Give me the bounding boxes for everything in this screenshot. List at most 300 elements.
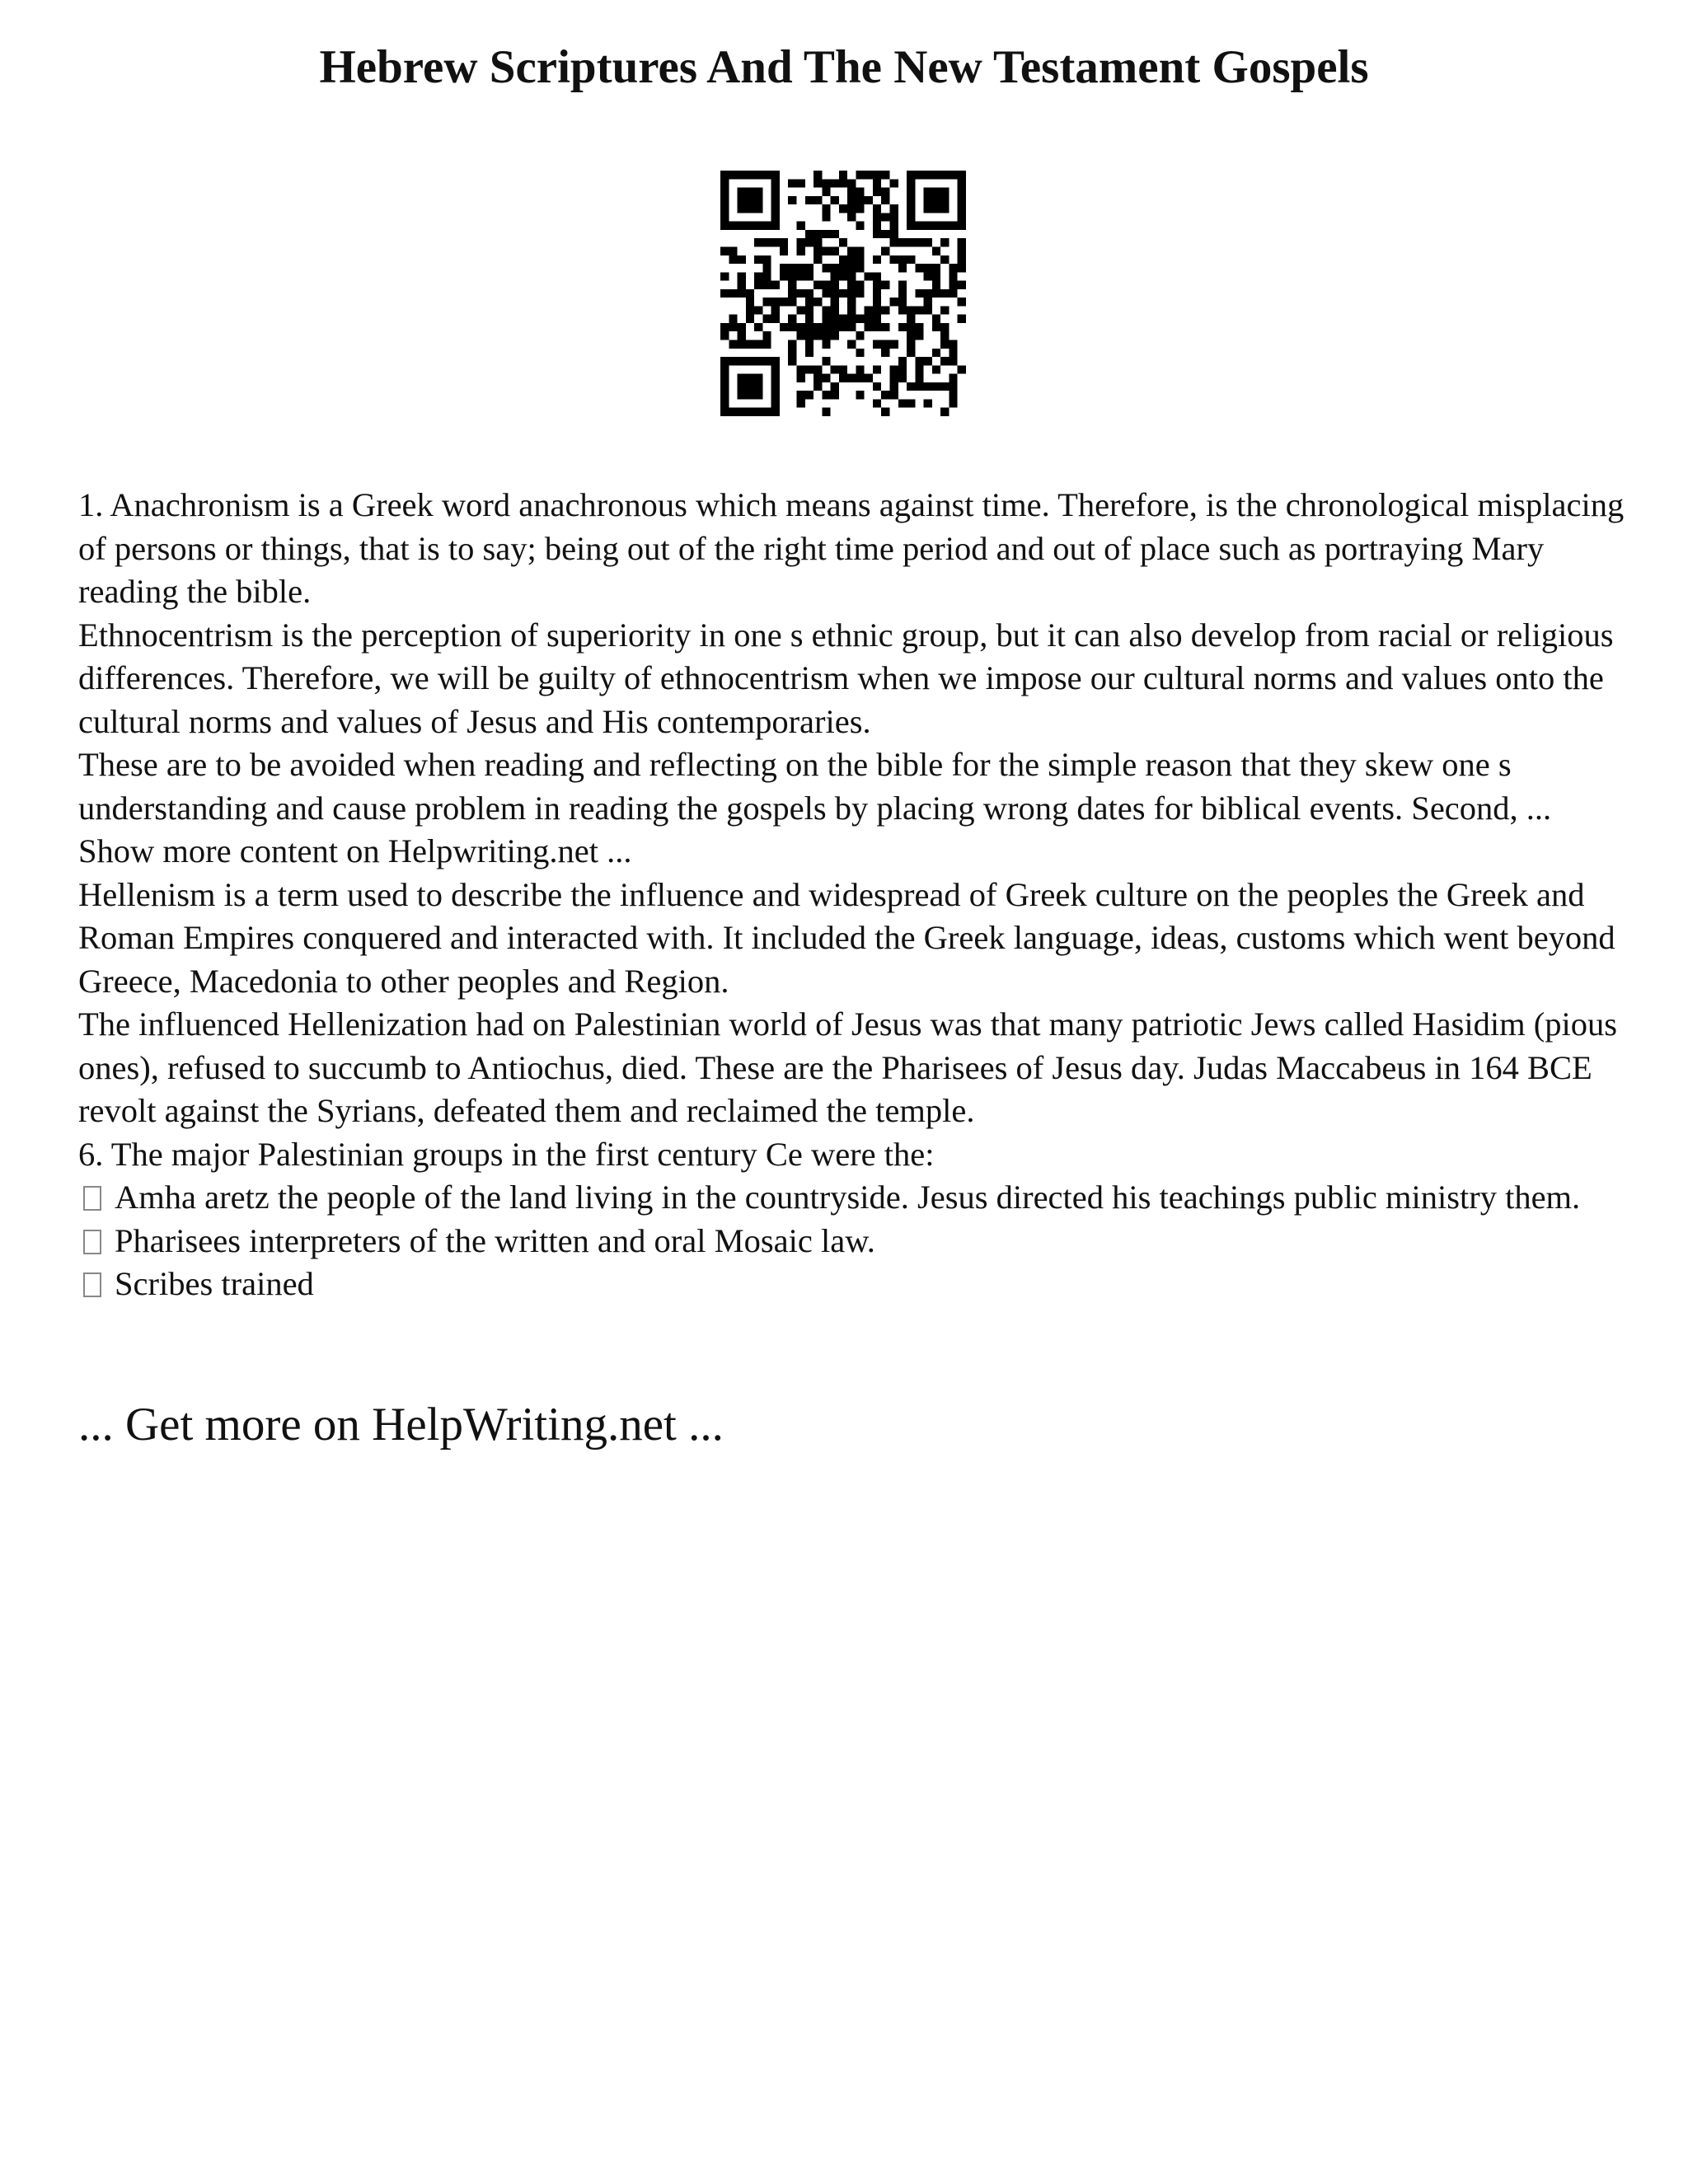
qr-module: [881, 340, 889, 349]
qr-module: [856, 246, 864, 255]
paragraph: Hellenism is a term used to describe the influence and widespread of Greek culture on the peoples the Greek and Roman Empires conquered and interacted with. It included the Greek language, ideas, customs which went beyond Greece, Macedonia to other peoples and Region.: [78, 875, 1615, 1000]
qr-module: [762, 298, 771, 306]
qr-module: [890, 222, 898, 230]
qr-module: [771, 399, 780, 407]
qr-module: [814, 196, 822, 204]
qr-module: [762, 238, 771, 246]
qr-module: [839, 238, 847, 246]
qr-module: [932, 281, 940, 289]
qr-module: [780, 264, 788, 272]
qr-module: [738, 204, 746, 213]
qr-module: [814, 331, 822, 340]
qr-module: [822, 331, 830, 340]
qr-module: [796, 323, 804, 331]
qr-module: [847, 264, 856, 272]
qr-module: [771, 306, 780, 314]
qr-module: [890, 255, 898, 264]
qr-module: [847, 298, 856, 306]
qr-module: [788, 340, 796, 349]
qr-module: [762, 340, 771, 349]
qr-module: [796, 374, 804, 382]
qr-module: [805, 298, 814, 306]
qr-module: [932, 382, 940, 391]
qr-module: [940, 196, 949, 204]
qr-module: [873, 365, 881, 373]
qr-module: [898, 281, 907, 289]
qr-module: [780, 272, 788, 280]
qr-module: [754, 306, 762, 314]
qr-module: [805, 289, 814, 298]
qr-module: [915, 289, 923, 298]
qr-module: [754, 204, 762, 213]
qr-module: [881, 408, 889, 416]
qr-module: [788, 196, 796, 204]
qr-module: [949, 289, 957, 298]
qr-module: [738, 222, 746, 230]
qr-module: [907, 399, 915, 407]
qr-module: [720, 408, 729, 416]
qr-module: [940, 382, 949, 391]
qr-module: [881, 323, 889, 331]
qr-module: [738, 323, 746, 331]
qr-module: [762, 331, 771, 340]
qr-module: [814, 246, 822, 255]
qr-module: [822, 391, 830, 399]
qr-module: [873, 281, 881, 289]
qr-module: [856, 255, 864, 264]
missing-glyph-box-icon: [83, 1272, 101, 1297]
qr-module: [754, 323, 762, 331]
qr-module: [881, 349, 889, 357]
qr-module: [720, 391, 729, 399]
qr-module: [839, 374, 847, 382]
qr-module: [780, 238, 788, 246]
qr-module: [958, 365, 966, 373]
qr-module: [873, 204, 881, 213]
qr-module: [729, 289, 737, 298]
qr-module: [738, 281, 746, 289]
qr-module: [822, 281, 830, 289]
qr-module: [847, 281, 856, 289]
qr-module: [881, 230, 889, 238]
qr-module: [847, 196, 856, 204]
qr-module: [788, 179, 796, 187]
qr-module: [746, 289, 754, 298]
qr-module: [788, 264, 796, 272]
qr-module: [907, 349, 915, 357]
qr-module: [839, 264, 847, 272]
qr-module: [932, 264, 940, 272]
qr-module: [847, 213, 856, 221]
footer-link[interactable]: ... Get more on HelpWriting.net ...: [78, 1399, 724, 1451]
qr-module: [822, 188, 830, 196]
qr-module: [814, 255, 822, 264]
qr-module: [949, 281, 957, 289]
qr-module: [831, 230, 839, 238]
qr-module: [932, 246, 940, 255]
qr-module: [865, 272, 873, 280]
qr-module: [932, 196, 940, 204]
qr-module: [771, 298, 780, 306]
qr-module: [958, 171, 966, 179]
qr-module: [814, 298, 822, 306]
qr-module: [958, 298, 966, 306]
qr-module: [754, 408, 762, 416]
paragraph: 6. The major Palestinian groups in the first century Ce were the:: [78, 1135, 935, 1173]
qr-module: [873, 399, 881, 407]
qr-module: [831, 298, 839, 306]
qr-module: [771, 374, 780, 382]
qr-module: [881, 213, 889, 221]
qr-module: [771, 179, 780, 187]
qr-module: [881, 391, 889, 399]
qr-module: [746, 357, 754, 365]
qr-module: [822, 357, 830, 365]
qr-module: [873, 171, 881, 179]
qr-module: [805, 331, 814, 340]
qr-module: [865, 171, 873, 179]
qr-module: [907, 255, 915, 264]
qr-module: [788, 298, 796, 306]
qr-module: [788, 289, 796, 298]
qr-module: [873, 255, 881, 264]
qr-module: [771, 238, 780, 246]
qr-module: [831, 289, 839, 298]
qr-module: [949, 374, 957, 382]
qr-module: [915, 222, 923, 230]
qr-module: [940, 238, 949, 246]
qr-module: [847, 315, 856, 323]
bullet-item: [78, 1263, 1628, 1306]
qr-module: [720, 365, 729, 373]
qr-module: [720, 382, 729, 391]
qr-module: [924, 238, 932, 246]
qr-module: [890, 391, 898, 399]
qr-module: [856, 171, 864, 179]
qr-module: [847, 255, 856, 264]
qr-module: [720, 272, 729, 280]
qr-module: [898, 399, 907, 407]
qr-module: [720, 357, 729, 365]
paragraph: Ethnocentrism is the perception of superiority in one s ethnic group, but it can also develop from racial or religious differences. Therefore, we will be guilty of ethnocentrism when we impose our cultural norms and values onto the cultural norms and values of Jesus and His contemporaries.: [78, 616, 1614, 740]
qr-module: [822, 340, 830, 349]
qr-module: [729, 357, 737, 365]
qr-module: [831, 391, 839, 399]
qr-module: [822, 323, 830, 331]
qr-module: [805, 272, 814, 280]
qr-module: [771, 391, 780, 399]
qr-module: [940, 222, 949, 230]
qr-module: [907, 213, 915, 221]
qr-module: [831, 272, 839, 280]
paragraph: These are to be avoided when reading and reflecting on the bible for the simple reason that they skew one s understanding and cause problem in reading the gospels by placing wrong dates for biblical events. Second, ... Show more content on Helpwriting.net ...: [78, 746, 1552, 869]
qr-module: [890, 382, 898, 391]
qr-module: [839, 323, 847, 331]
qr-module: [940, 306, 949, 314]
qr-module: [738, 374, 746, 382]
qr-module: [932, 222, 940, 230]
qr-module: [762, 408, 771, 416]
qr-module: [847, 246, 856, 255]
qr-module: [780, 298, 788, 306]
qr-module: [720, 204, 729, 213]
qr-module: [805, 315, 814, 323]
qr-module: [949, 399, 957, 407]
qr-module: [865, 306, 873, 314]
qr-module: [746, 171, 754, 179]
qr-module: [831, 323, 839, 331]
qr-module: [762, 281, 771, 289]
qr-module: [720, 171, 729, 179]
qr-module: [856, 264, 864, 272]
qr-module: [856, 281, 864, 289]
qr-module: [771, 213, 780, 221]
qr-module: [805, 323, 814, 331]
qr-module: [898, 374, 907, 382]
qr-module: [729, 246, 737, 255]
qr-module: [898, 323, 907, 331]
qr-module: [958, 315, 966, 323]
qr-module: [932, 272, 940, 280]
qr-module: [940, 340, 949, 349]
qr-module: [907, 382, 915, 391]
qr-module: [856, 391, 864, 399]
qr-module: [915, 331, 923, 340]
qr-module: [762, 315, 771, 323]
qr-module: [805, 365, 814, 373]
qr-module: [754, 391, 762, 399]
qr-module: [915, 171, 923, 179]
qr-module: [822, 230, 830, 238]
qr-module: [771, 222, 780, 230]
qr-module: [796, 391, 804, 399]
qr-module: [898, 306, 907, 314]
qr-module: [771, 382, 780, 391]
qr-module: [865, 374, 873, 382]
qr-module: [720, 399, 729, 407]
qr-module: [738, 391, 746, 399]
qr-module: [958, 204, 966, 213]
qr-module: [754, 188, 762, 196]
qr-module: [805, 340, 814, 349]
qr-module: [932, 323, 940, 331]
bullet-item: [78, 1176, 1628, 1220]
qr-module: [771, 204, 780, 213]
qr-module: [856, 315, 864, 323]
qr-module: [949, 357, 957, 365]
qr-module: [762, 272, 771, 280]
qr-module: [856, 222, 864, 230]
qr-module: [924, 298, 932, 306]
qr-module: [771, 196, 780, 204]
qr-module: [847, 188, 856, 196]
qr-module: [839, 204, 847, 213]
qr-module: [949, 222, 957, 230]
qr-module: [839, 365, 847, 373]
qr-module: [814, 374, 822, 382]
qr-module: [814, 230, 822, 238]
qr-module: [932, 204, 940, 213]
qr-module: [831, 306, 839, 314]
qr-module: [898, 365, 907, 373]
qr-module: [907, 179, 915, 187]
qr-module: [754, 196, 762, 204]
qr-module: [822, 264, 830, 272]
missing-glyph-box-icon: [83, 1186, 101, 1211]
qr-module: [847, 204, 856, 213]
qr-module: [881, 246, 889, 255]
qr-module: [958, 222, 966, 230]
qr-module: [915, 238, 923, 246]
qr-module: [754, 255, 762, 264]
qr-module: [907, 331, 915, 340]
qr-module: [907, 196, 915, 204]
qr-module: [729, 171, 737, 179]
qr-module: [822, 179, 830, 187]
qr-module: [873, 306, 881, 314]
qr-module: [847, 323, 856, 331]
qr-module: [788, 272, 796, 280]
qr-module: [814, 179, 822, 187]
qr-module: [805, 349, 814, 357]
qr-module: [890, 340, 898, 349]
qr-module: [856, 331, 864, 340]
qr-module: [949, 340, 957, 349]
qr-module: [865, 323, 873, 331]
qr-module: [754, 171, 762, 179]
qr-module: [831, 315, 839, 323]
qr-module: [856, 204, 864, 213]
qr-module: [814, 365, 822, 373]
document-body: [78, 484, 1628, 1306]
qr-module: [873, 230, 881, 238]
qr-module: [746, 196, 754, 204]
qr-module: [839, 289, 847, 298]
qr-module: [754, 272, 762, 280]
qr-module: [780, 323, 788, 331]
qr-module: [940, 204, 949, 213]
qr-module: [771, 315, 780, 323]
qr-module: [839, 255, 847, 264]
qr-module: [771, 188, 780, 196]
qr-module: [907, 323, 915, 331]
qr-module: [746, 391, 754, 399]
qr-module: [738, 289, 746, 298]
qr-module: [822, 213, 830, 221]
qr-module: [924, 222, 932, 230]
qr-module: [847, 289, 856, 298]
qr-module: [839, 272, 847, 280]
qr-module: [796, 365, 804, 373]
qr-module: [839, 315, 847, 323]
qr-module: [805, 196, 814, 204]
qr-module: [788, 357, 796, 365]
qr-module: [907, 340, 915, 349]
bullet-text: Amha aretz the people of the land living in the countryside. Jesus directed his teachings public ministry them.: [115, 1179, 1581, 1216]
qr-module: [762, 255, 771, 264]
qr-module: [754, 281, 762, 289]
qr-module: [915, 323, 923, 331]
qr-module: [746, 298, 754, 306]
qr-module: [940, 255, 949, 264]
qr-module: [940, 323, 949, 331]
qr-module: [729, 408, 737, 416]
qr-module: [865, 196, 873, 204]
qr-module: [932, 188, 940, 196]
qr-module: [949, 272, 957, 280]
qr-module: [949, 171, 957, 179]
qr-module: [847, 179, 856, 187]
qr-module: [949, 391, 957, 399]
qr-module: [847, 374, 856, 382]
qr-module: [796, 272, 804, 280]
qr-module: [720, 213, 729, 221]
qr-module: [720, 196, 729, 204]
qr-module: [796, 306, 804, 314]
qr-module: [856, 365, 864, 373]
qr-module: [924, 289, 932, 298]
qr-module: [746, 204, 754, 213]
qr-module: [738, 196, 746, 204]
qr-module: [754, 340, 762, 349]
qr-module: [940, 289, 949, 298]
qr-module: [873, 213, 881, 221]
qr-module: [746, 382, 754, 391]
qr-module: [746, 408, 754, 416]
qr-module: [738, 357, 746, 365]
qr-module: [720, 289, 729, 298]
qr-module: [890, 298, 898, 306]
qr-module: [788, 323, 796, 331]
qr-code-graphic: [720, 171, 966, 416]
qr-module: [958, 238, 966, 246]
qr-module: [847, 340, 856, 349]
qr-module: [924, 264, 932, 272]
qr-module: [915, 382, 923, 391]
qr-module: [796, 331, 804, 340]
qr-module: [958, 179, 966, 187]
qr-module: [856, 374, 864, 382]
qr-module: [805, 238, 814, 246]
qr-module: [958, 188, 966, 196]
qr-module: [796, 222, 804, 230]
qr-module: [898, 298, 907, 306]
qr-module: [746, 315, 754, 323]
qr-module: [754, 222, 762, 230]
qr-module: [873, 298, 881, 306]
qr-module: [796, 264, 804, 272]
qr-module: [831, 281, 839, 289]
bullet-item: [78, 1220, 1628, 1263]
qr-module: [940, 171, 949, 179]
qr-module: [831, 331, 839, 340]
qr-module: [890, 230, 898, 238]
qr-module: [924, 188, 932, 196]
qr-module: [873, 323, 881, 331]
qr-module: [814, 281, 822, 289]
qr-module: [754, 374, 762, 382]
qr-module: [746, 340, 754, 349]
qr-module: [822, 408, 830, 416]
qr-module: [915, 306, 923, 314]
qr-module: [873, 340, 881, 349]
qr-module: [873, 382, 881, 391]
qr-module: [720, 323, 729, 331]
qr-module: [788, 349, 796, 357]
qr-module: [796, 179, 804, 187]
qr-module: [890, 365, 898, 373]
qr-module: [924, 204, 932, 213]
